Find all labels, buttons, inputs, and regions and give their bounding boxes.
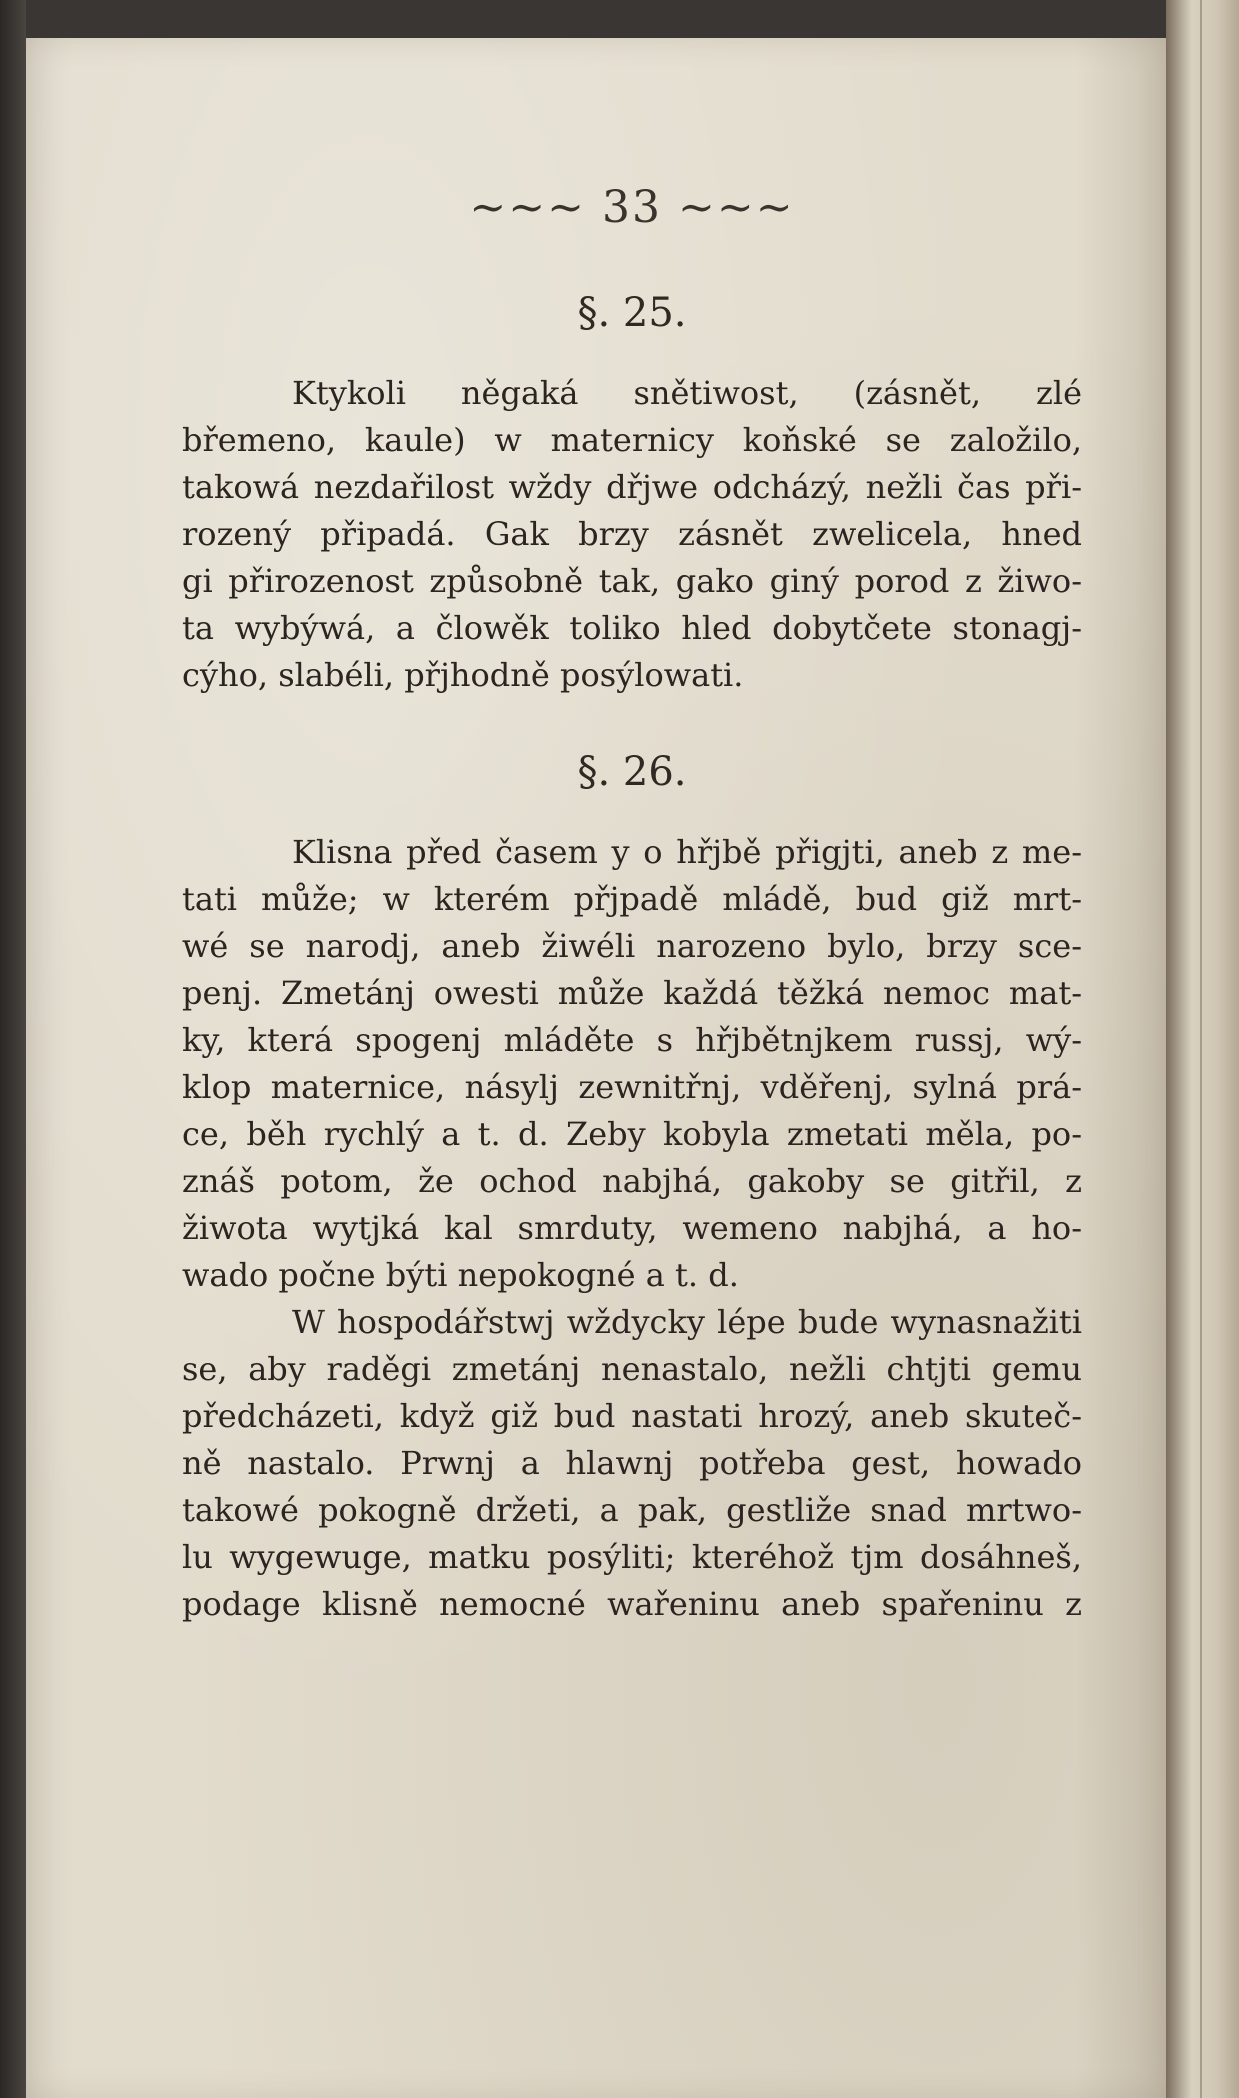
text-line: takowá nezdařilost wždy dřjwe odcházý, nežli čas při- — [182, 468, 1082, 506]
text-line: takowé pokogně držeti, a pak, gestliže snad mrtwo- — [182, 1491, 1082, 1529]
text-line: wado počne býti nepokogné a t. d. — [182, 1256, 739, 1294]
text-line: cýho, slabéli, přjhodně posýlowati. — [182, 656, 744, 694]
text-line: se, aby raděgi zmetánj nenastalo, nežli chtjti gemu — [182, 1350, 1082, 1388]
text-line: Ktykoli něgaká snětiwost, (zásnět, zlé — [292, 374, 1082, 412]
section-mark-26: §. 26. — [577, 749, 687, 795]
section-25-paragraph — [182, 370, 1082, 699]
text-line: gi přirozenost způsobně tak, gako giný porod z žiwo- — [182, 562, 1082, 600]
book-gutter — [1166, 0, 1239, 2098]
scan-edge-left — [0, 0, 26, 2098]
text-line: žiwota wytjká kal smrduty, wemeno nabjhá, a ho- — [182, 1209, 1082, 1247]
section-26-paragraph-1 — [182, 829, 1082, 1299]
text-line: břemeno, kaule) w maternicy koňské se založilo, — [182, 421, 1082, 459]
text-line: W hospodářstwj wždycky lépe bude wynasnažiti — [292, 1303, 1082, 1341]
text-line: ce, běh rychlý a t. d. Zeby kobyla zmetati měla, po- — [182, 1115, 1082, 1153]
page-text-block — [182, 180, 1082, 1628]
text-line: tati může; w kterém přjpadě mládě, bud giž mrt- — [182, 880, 1082, 918]
text-line: rozený připadá. Gak brzy zásnět zwelicela, hned — [182, 515, 1082, 553]
text-line: penj. Zmetánj owesti může každá těžká nemoc mat- — [182, 974, 1082, 1012]
page-number-header: ~~~ 33 ~~~ — [469, 182, 795, 233]
text-line: předcházeti, když giž bud nastati hrozý, aneb skuteč- — [182, 1397, 1082, 1435]
text-line: podage klisně nemocné wařeninu aneb spařeninu z — [182, 1585, 1082, 1623]
section-26-paragraph-2 — [182, 1299, 1082, 1628]
text-line: ně nastalo. Prwnj a hlawnj potřeba gest, howado — [182, 1444, 1082, 1482]
text-line: znáš potom, že ochod nabjhá, gakoby se gitřil, z — [182, 1162, 1082, 1200]
text-line: lu wygewuge, matku posýliti; kteréhož tjm dosáhneš, — [182, 1538, 1082, 1576]
text-line: klop maternice, násylj zewnitřnj, vděřenj, sylná prá- — [182, 1068, 1082, 1106]
text-line: ky, která spogenj mláděte s hřjbětnjkem russj, wý- — [182, 1021, 1082, 1059]
text-line: ta wybýwá, a člowěk toliko hled dobytčete stonagj- — [182, 609, 1082, 647]
section-mark-25: §. 25. — [577, 290, 687, 336]
text-line: Klisna před časem y o hřjbě přigjti, aneb z me- — [292, 833, 1082, 871]
gutter-fold-line — [1200, 0, 1202, 2098]
text-line: wé se narodj, aneb žiwéli narozeno bylo, brzy sce- — [182, 927, 1082, 965]
